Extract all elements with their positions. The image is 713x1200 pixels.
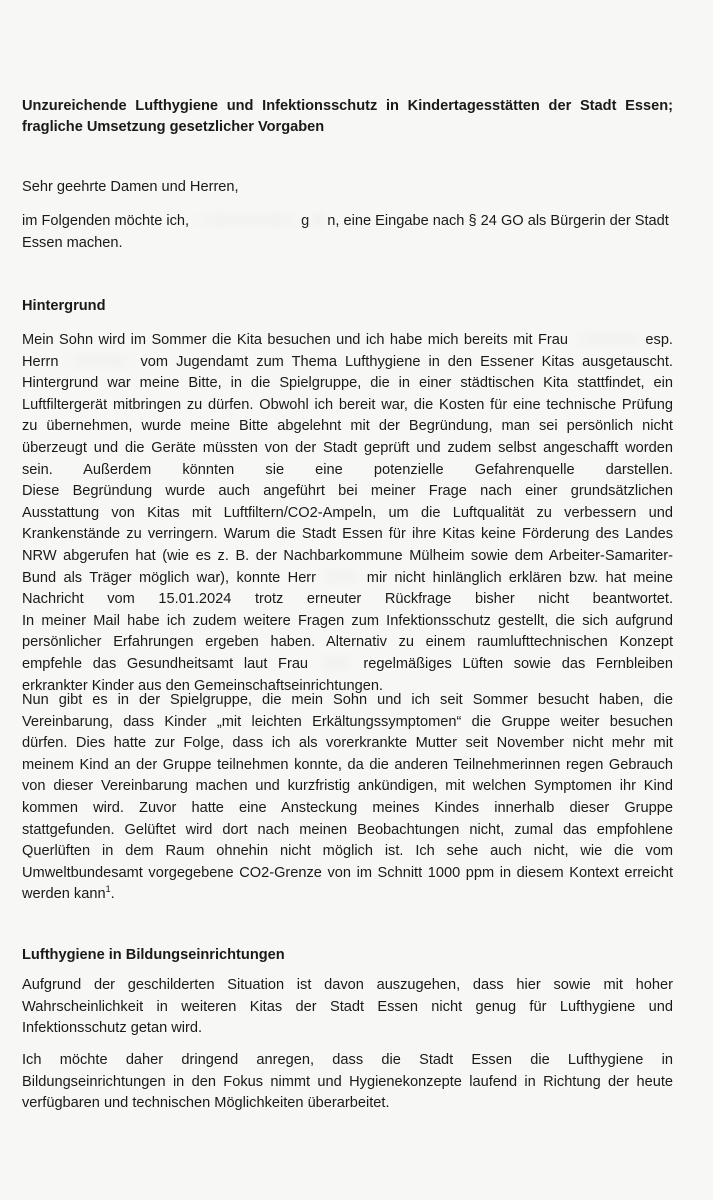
text-run: Herrn — [22, 353, 59, 370]
text-line: Ich möchte daher dringend anregen, dass die Stadt Essen die Lufthygiene in — [22, 1052, 673, 1068]
text-line: Aufgrund der geschilderten Situation ist davon auszugehen, dass hier sowie mit hoher — [22, 977, 673, 993]
text-run: empfehle das Gesundheitsamt laut Frau — [22, 655, 309, 672]
redacted-name — [323, 570, 359, 584]
text-line: sein. Außerdem könnten sie eine potenzielle Gefahrenquelle darstellen. — [22, 461, 673, 478]
text-line: Querlüften in dem Raum ohnehin nicht möglich ist. Ich sehe auch nicht, wie die vom — [22, 843, 673, 860]
text-line: Diese Begründung wurde auch angeführt bei meiner Frage nach einer grundsätzlichen — [22, 483, 673, 500]
text-line — [22, 352, 673, 374]
text-line: Krankenstände zu verringern. Warum die Stadt Essen für ihre Kitas keine Förderung des Landes — [22, 526, 673, 543]
intro-line-2: Essen machen. — [22, 235, 123, 251]
text-line: Wahrscheinlichkeit in weiteren Kitas der Stadt Essen nicht genug für Lufthygiene und — [22, 998, 673, 1015]
text-line: verfügbaren und technischen Möglichkeiten überarbeitet. — [22, 1095, 390, 1111]
redacted-name — [573, 332, 645, 346]
text-line: meinem Kind an der Gruppe teilnehmen konnte, da die anderen Teilnehmerinnen regen Gebrauch — [22, 756, 673, 773]
text-line — [22, 884, 673, 906]
text-line — [22, 330, 673, 352]
letter-subject — [22, 96, 673, 138]
air-hygiene-paragraph-2 — [22, 1050, 673, 1115]
text-line: dürfen. Dies hatte zur Folge, dass ich als vorerkrankte Mutter seit November nicht mehr mit — [22, 735, 673, 752]
intro-text-c: n, eine Eingabe nach § 24 GO als Bürgerin der Stadt — [327, 213, 669, 229]
text-line: Nachricht vom 15.01.2024 trotz erneuter Rückfrage bisher nicht beantwortet. — [22, 591, 673, 608]
text-line: Vereinbarung, dass Kinder „mit leichten Erkältungssymptomen“ die Gruppe weiter besuchen — [22, 713, 673, 730]
redacted-name-2 — [309, 213, 327, 227]
text-run: regelmäßiges Lüften sowie das Fernbleiben — [363, 655, 673, 672]
section-heading-background: Hintergrund — [22, 298, 106, 314]
text-line — [22, 654, 673, 676]
text-run: werden kann — [22, 886, 106, 903]
text-line: Infektionsschutz getan wird. — [22, 1020, 203, 1036]
text-line: erkrankter Kinder aus den Gemeinschaftseinrichtungen. — [22, 677, 383, 694]
text-run: vom Jugendamt zum Thema Lufthygiene in den Essener Kitas ausgetauscht. — [140, 353, 673, 370]
section-heading-air-hygiene: Lufthygiene in Bildungseinrichtungen — [22, 947, 285, 963]
text-line: persönlicher Erfahrungen ergeben haben. Alternativ zu einem raumlufttechnischen Konzept — [22, 634, 673, 651]
subject-line-2: fragliche Umsetzung gesetzlicher Vorgaben — [22, 119, 325, 135]
intro-paragraph — [22, 210, 673, 254]
text-line: Nun gibt es in der Spielgruppe, die mein Sohn und ich seit Sommer besucht haben, die — [22, 692, 673, 708]
air-hygiene-paragraph-1 — [22, 975, 673, 1040]
text-line: Bildungseinrichtungen in den Fokus nimmt und Hygienekonzepte laufend in Richtung der heute — [22, 1073, 673, 1090]
redacted-name — [193, 213, 301, 227]
background-paragraph-1 — [22, 330, 673, 697]
text-line: Ausstattung von Kitas mit Luftfiltern/CO2-Ampeln, um die Luftqualität zu verbessern und — [22, 504, 673, 521]
background-paragraph-2 — [22, 690, 673, 906]
intro-text-a: im Folgenden möchte ich, — [22, 213, 190, 229]
text-line: von dieser Vereinbarung machen und kurzfristig ankündigen, mit welchen Symptomen ihr Kind — [22, 778, 673, 795]
text-line: Hintergrund war meine Bitte, in die Spielgruppe, die in einer städtischen Kita stattfindet, ein — [22, 375, 673, 392]
salutation: Sehr geehrte Damen und Herren, — [22, 179, 239, 195]
text-line — [22, 568, 673, 590]
redacted-name — [319, 656, 353, 670]
footnote-marker: 1 — [105, 884, 111, 895]
text-line: kommen wird. Zuvor hatte eine Ansteckung meines Kindes innerhalb dieser Gruppe — [22, 799, 673, 816]
redacted-name — [67, 354, 133, 368]
text-run: . — [110, 886, 115, 903]
intro-text-b: g — [301, 213, 310, 229]
text-run: mir nicht hinlänglich erklären bzw. hat meine — [366, 569, 673, 586]
text-line: Umweltbundesamt vorgegebene CO2-Grenze von im Schnitt 1000 ppm in diesem Kontext erreicht — [22, 864, 673, 881]
text-line: stattgefunden. Gelüftet wird dort nach meinen Beobachtungen nicht, zumal das empfohlene — [22, 821, 673, 838]
text-line: überzeugt und die Geräte müssten von der Stadt geprüft und zudem selbst angeschafft worden — [22, 439, 673, 456]
text-line: Luftfiltergerät mitbringen zu dürfen. Obwohl ich bereit war, die Kosten für eine technische Prüfung — [22, 396, 673, 413]
subject-line-1: Unzureichende Lufthygiene und Infektionsschutz in Kindertagesstätten der Stadt Essen; — [22, 98, 673, 114]
text-line: NRW abgerufen hat (wie es z. B. der Nachbarkommune Mülheim sowie dem Arbeiter-Samariter- — [22, 547, 673, 564]
intro-line-1 — [22, 210, 673, 232]
text-line: In meiner Mail habe ich zudem weitere Fragen zum Infektionsschutz gestellt, die sich aufgrund — [22, 612, 673, 629]
text-line: zu übernehmen, wurde meine Bitte abgelehnt mit der Begründung, man sei persönlich nicht — [22, 418, 673, 435]
text-run: Bund als Träger möglich war), konnte Herr — [22, 569, 317, 586]
text-run: Mein Sohn wird im Sommer die Kita besuchen und ich habe mich bereits mit Frau — [22, 332, 568, 348]
text-run: esp. — [645, 332, 673, 348]
